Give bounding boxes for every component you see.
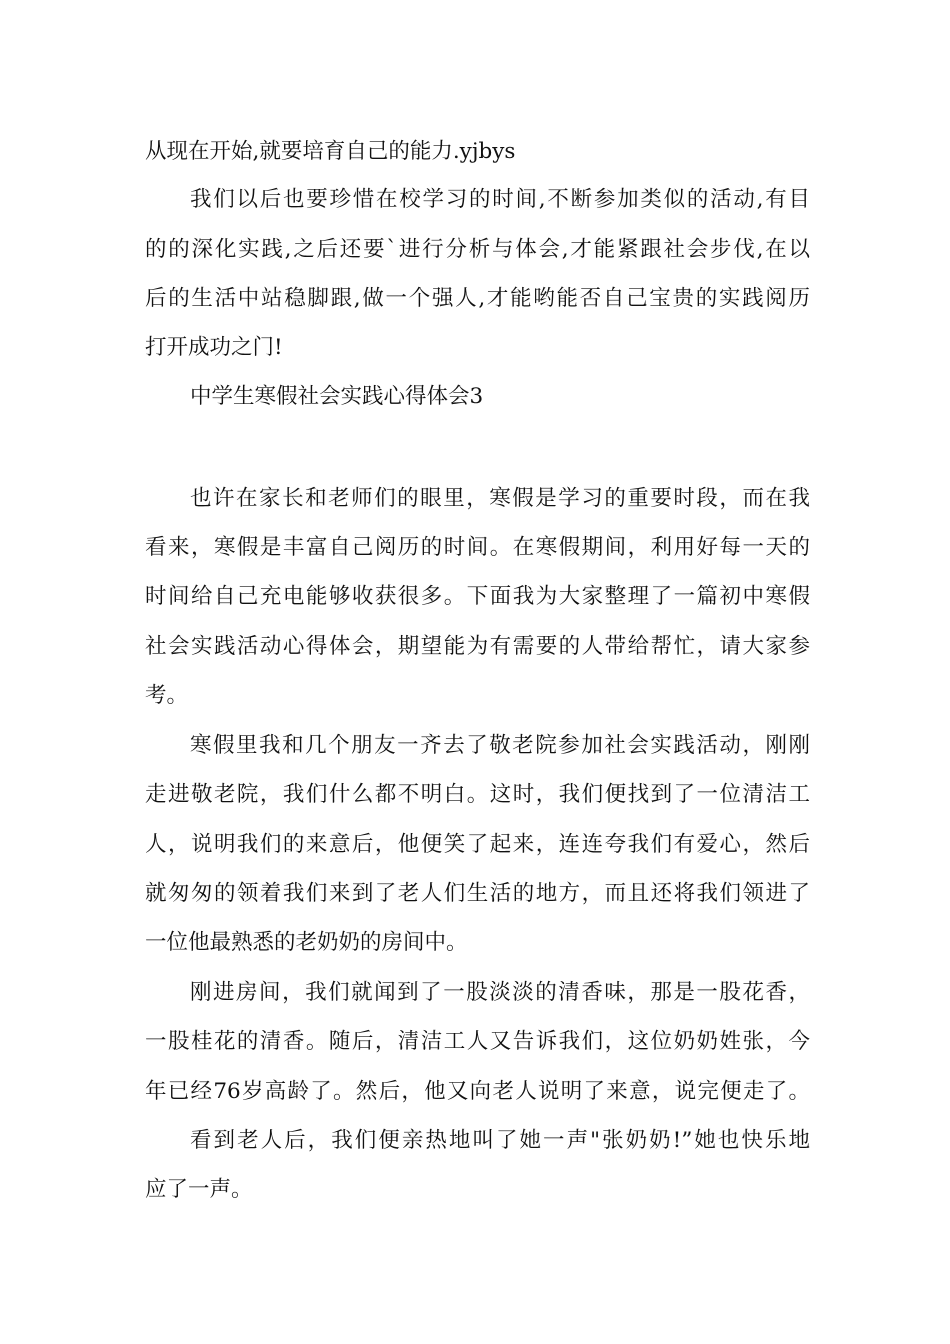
text-line: 后的生活中站稳脚跟,做一个强人,才能哟能否自己宝贵的实践阅历 <box>145 286 810 311</box>
text-line: 看到老人后，我们便亲热地叫了她一声"张奶奶!”她也快乐地 <box>190 1128 810 1153</box>
section-heading: 中学生寒假社会实践心得体会3 <box>190 384 484 409</box>
text-line: 人，说明我们的来意后，他便笑了起来，连连夸我们有爱心，然后 <box>145 832 810 857</box>
text-line: 也许在家长和老师们的眼里，寒假是学习的重要时段，而在我 <box>190 486 810 511</box>
text-line: 我们以后也要珍惜在校学习的时间,不断参加类似的活动,有目 <box>190 187 810 212</box>
text-line: 走进敬老院，我们什么都不明白。这时，我们便找到了一位清洁工 <box>145 782 810 807</box>
text-line: 应了一声。 <box>145 1177 253 1202</box>
text-line: 打开成功之门! <box>145 335 283 360</box>
text-line: 年已经76岁高龄了。然后，他又向老人说明了来意，说完便走了。 <box>145 1079 810 1104</box>
text-line: 的的深化实践,之后还要`进行分析与体会,才能紧跟社会步伐,在以 <box>145 237 810 262</box>
text-line: 社会实践活动心得体会，期望能为有需要的人带给帮忙，请大家参 <box>145 634 810 659</box>
text-line: 考。 <box>145 683 189 708</box>
text-line: 就匆匆的领着我们来到了老人们生活的地方，而且还将我们领进了 <box>145 881 810 906</box>
text-line: 时间给自己充电能够收获很多。下面我为大家整理了一篇初中寒假 <box>145 584 810 609</box>
text-line: 从现在开始,就要培育自己的能力.yjbys <box>145 139 516 164</box>
text-line: 看来，寒假是丰富自己阅历的时间。在寒假期间，利用好每一天的 <box>145 535 810 560</box>
text-line: 一股桂花的清香。随后，清洁工人又告诉我们，这位奶奶姓张，今 <box>145 1029 810 1054</box>
text-line: 寒假里我和几个朋友一齐去了敬老院参加社会实践活动，刚刚 <box>190 733 810 758</box>
text-line: 一位他最熟悉的老奶奶的房间中。 <box>145 930 468 955</box>
text-line: 刚进房间，我们就闻到了一股淡淡的清香味，那是一股花香， <box>190 980 810 1005</box>
